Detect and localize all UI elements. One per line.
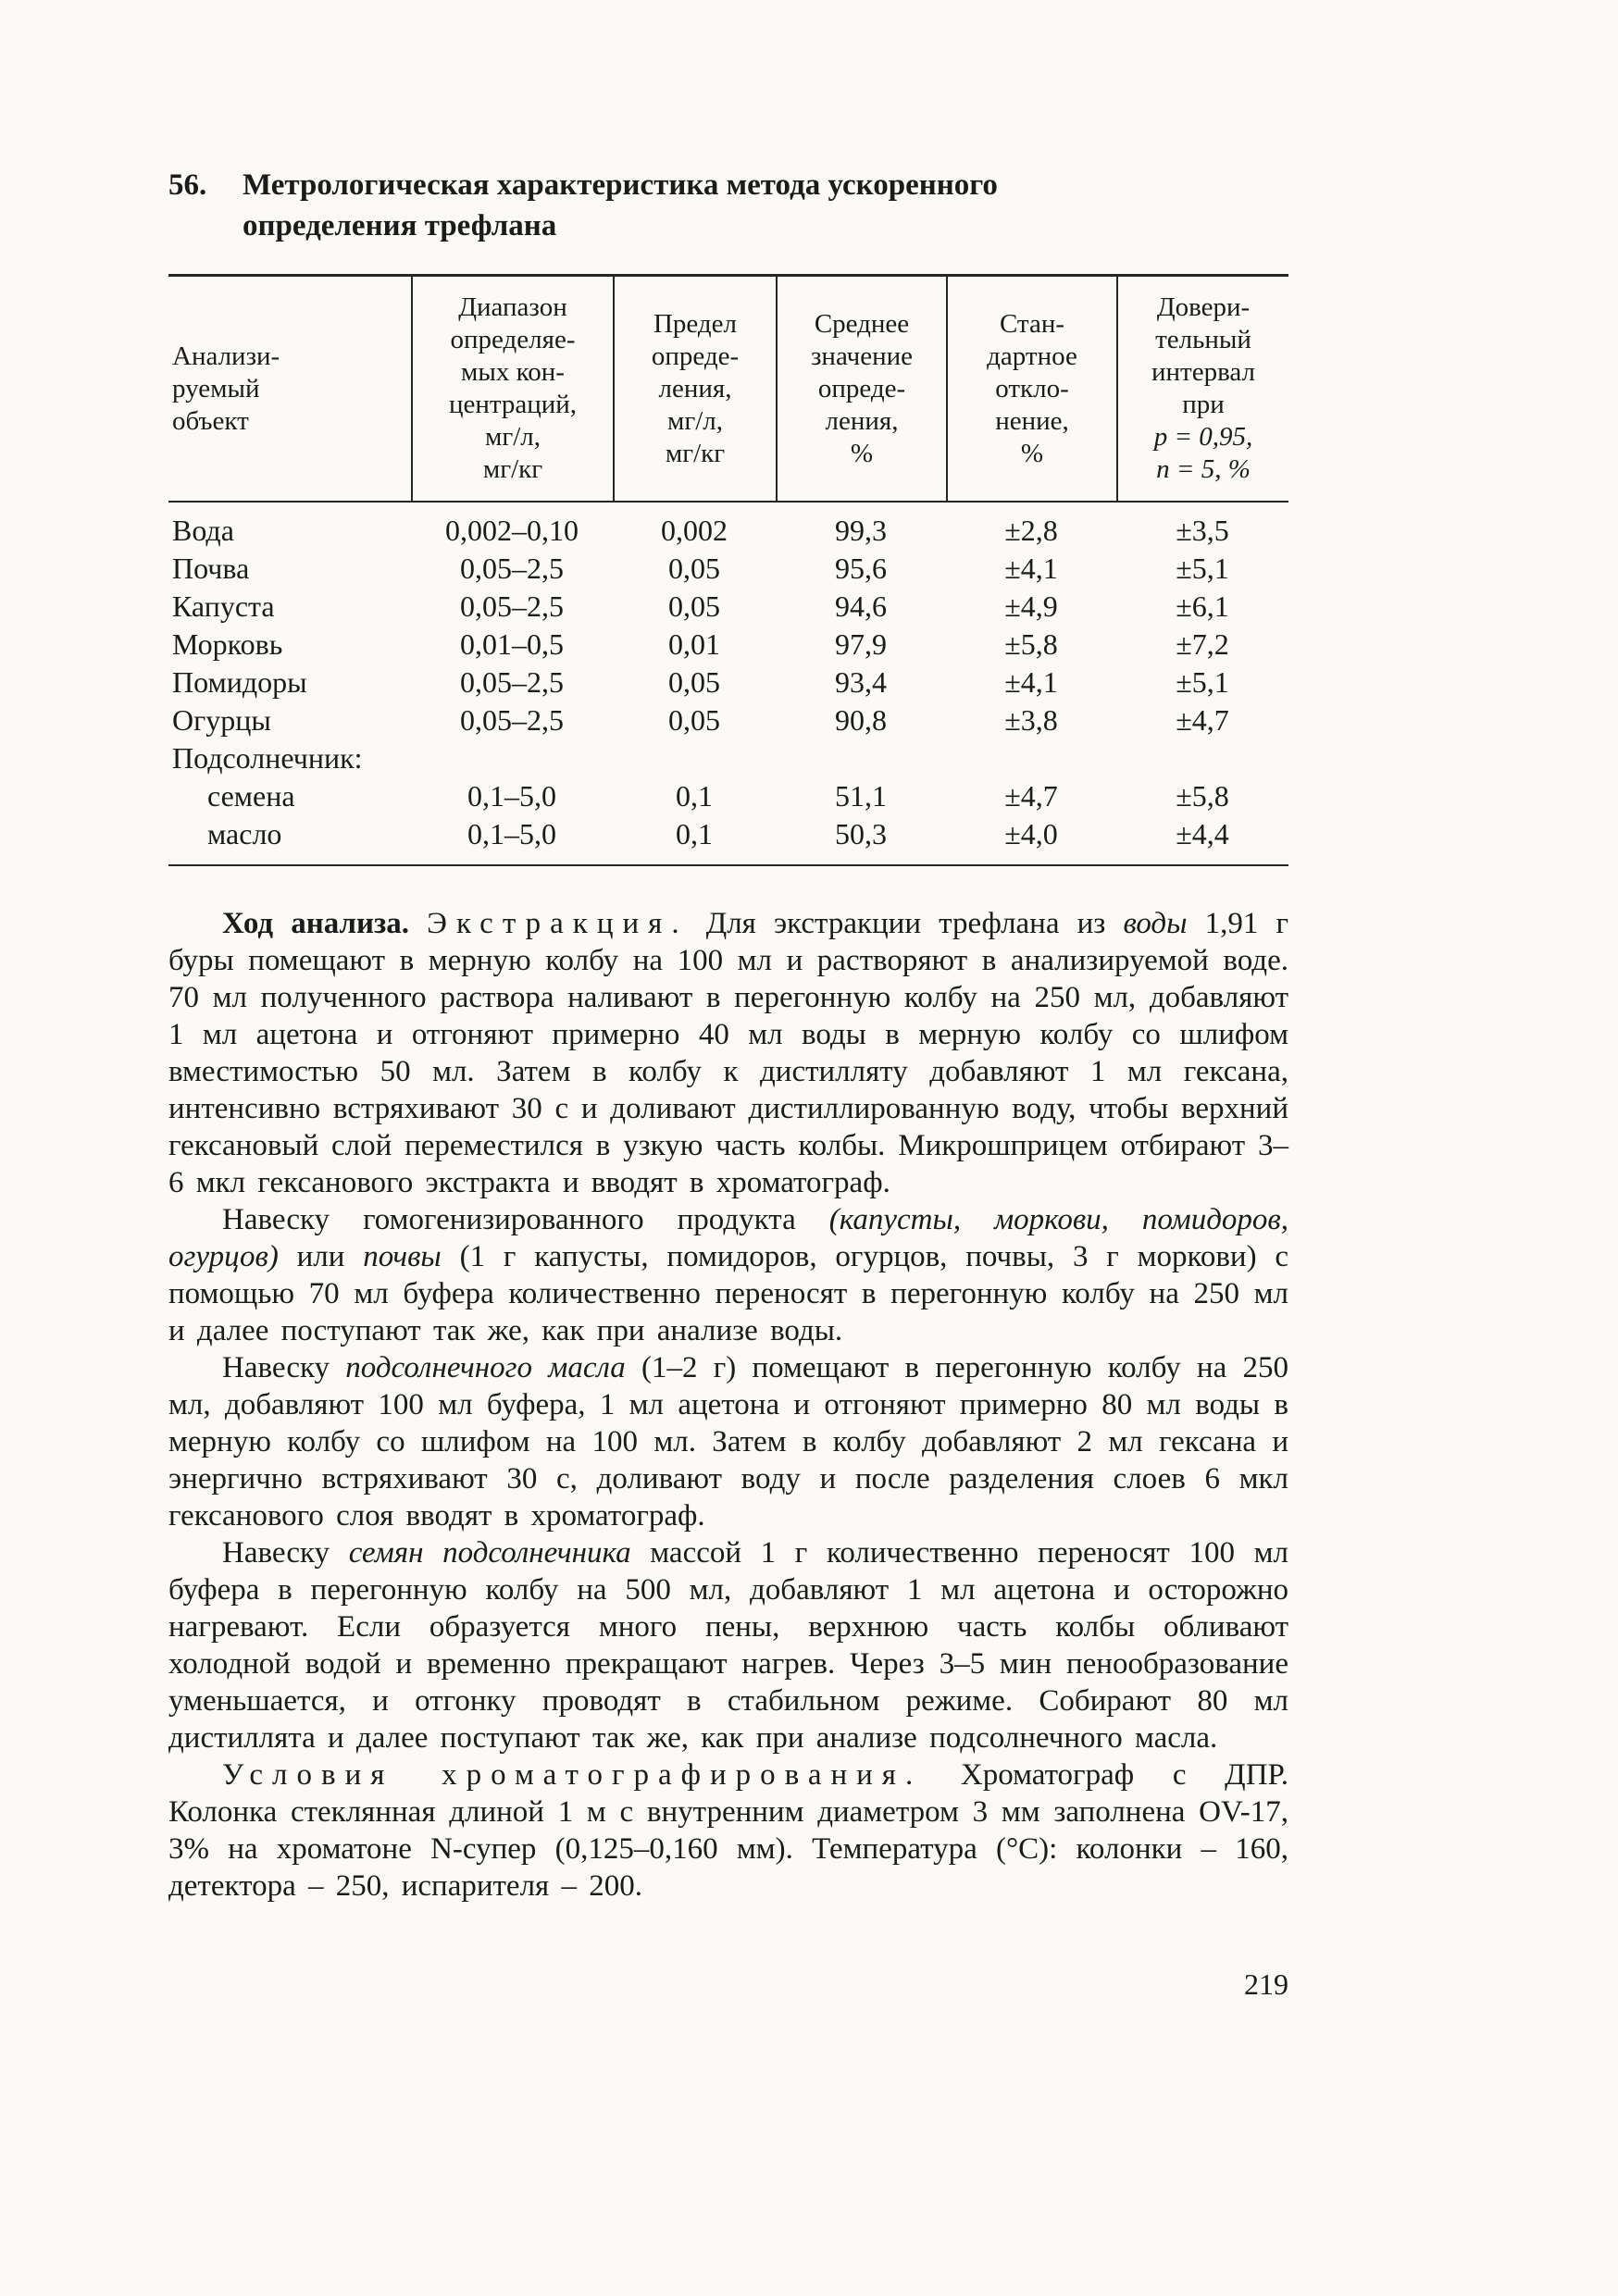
row-value: 0,05 bbox=[668, 552, 720, 585]
row-value: 0,05–2,5 bbox=[460, 703, 564, 737]
row-value: 0,05–2,5 bbox=[460, 552, 564, 585]
row-value: 0,01–0,5 bbox=[460, 627, 564, 661]
column-header-line: мг/л, bbox=[484, 422, 541, 452]
row-value: ±4,9 bbox=[1004, 590, 1058, 623]
column-header-line: дартное bbox=[987, 341, 1077, 371]
section-title bbox=[243, 165, 998, 246]
row-value: ±4,0 bbox=[1004, 817, 1058, 850]
paragraph bbox=[168, 1534, 1288, 1756]
row-value: 0,1–5,0 bbox=[467, 817, 556, 850]
column-header-line: % bbox=[1020, 438, 1044, 468]
column-header-line: опреде- bbox=[651, 341, 740, 371]
column-header-line: определяе- bbox=[450, 325, 576, 354]
column-header-line: значение bbox=[810, 341, 914, 371]
row-value: ±4,7 bbox=[1004, 779, 1058, 813]
row-value: 93,4 bbox=[835, 665, 887, 699]
row-value: 95,6 bbox=[835, 552, 887, 585]
table-row bbox=[168, 626, 1288, 664]
text-segment: воды bbox=[1123, 907, 1188, 940]
row-value: 0,002 bbox=[661, 514, 728, 547]
row-value bbox=[613, 739, 776, 777]
column-header-line: руемый bbox=[172, 373, 260, 403]
row-object: Вода bbox=[172, 514, 234, 547]
table-row bbox=[168, 550, 1288, 588]
text-segment: Навеску гомогенизированного продукта bbox=[222, 1203, 829, 1236]
text-segment: Навеску bbox=[222, 1351, 346, 1384]
section-title-line1: Метрологическая характеристика метода ускоренного bbox=[243, 168, 998, 202]
column-header-line: тельный bbox=[1155, 325, 1251, 354]
text-segment: (1 г капусты, помидоров, огурцов, почвы, 3 г моркови) с помощью 70 мл буфера количественно переносят в перегонную колбу на 250 мл и далее поступают так же, как при анализе воды. bbox=[168, 1240, 1289, 1347]
column-header-line: центраций, bbox=[448, 390, 578, 419]
column-header-line: n = 5, % bbox=[1156, 454, 1251, 484]
row-value: 99,3 bbox=[835, 514, 887, 547]
column-header bbox=[776, 277, 946, 501]
column-header-line: Стан- bbox=[999, 308, 1065, 339]
row-value bbox=[1116, 739, 1288, 777]
row-value: ±4,4 bbox=[1176, 817, 1229, 850]
row-value: 90,8 bbox=[835, 703, 887, 737]
row-value: ±4,7 bbox=[1176, 703, 1229, 737]
column-header-line: объект bbox=[172, 405, 249, 436]
table-row bbox=[168, 664, 1288, 701]
column-header-line: ления, bbox=[825, 405, 899, 436]
text-segment: 1,91 г буры помещают в мерную колбу на 100 мл и растворяют в анализируемой воде. 70 мл полученного раствора наливают в перегонную колбу на 250 мл, добавляют 1 мл ацетона и отгоняют примерно 40 мл воды в мерную колбу со шлифом вместимостью 50 мл. Затем в колбу к дистилляту добавляют 1 мл гексана, интенсивно встряхивают 30 с и доливают дистиллированную воду, чтобы верхний гексановый слой переместился в узкую часть колбы. Микрошприцем отбирают 3–6 мкл гексанового экстракта и вводят в хроматограф. bbox=[168, 907, 1288, 1199]
text-segment: Экстракция. bbox=[427, 907, 689, 940]
column-header-line: при bbox=[1182, 390, 1225, 419]
row-value: 0,05–2,5 bbox=[460, 665, 564, 699]
text-segment: почвы bbox=[363, 1240, 442, 1273]
table-row bbox=[168, 588, 1288, 626]
column-header-line: откло- bbox=[995, 373, 1069, 403]
column-header bbox=[1116, 277, 1288, 501]
row-value: ±3,8 bbox=[1004, 703, 1058, 737]
column-header-line: нение, bbox=[995, 405, 1069, 436]
column-header-line: % bbox=[850, 438, 874, 468]
row-object: масло bbox=[207, 817, 282, 850]
row-value bbox=[776, 739, 946, 777]
row-value: 0,05 bbox=[668, 590, 720, 623]
row-value: ±2,8 bbox=[1004, 514, 1058, 547]
row-value: ±6,1 bbox=[1176, 590, 1229, 623]
row-object: Почва bbox=[172, 552, 250, 585]
table-header-row bbox=[168, 277, 1288, 503]
column-header-line: Анализи- bbox=[172, 341, 280, 371]
column-header-line: Предел bbox=[653, 308, 738, 339]
row-object: семена bbox=[207, 779, 295, 813]
row-value: 0,1 bbox=[676, 817, 713, 850]
table-row bbox=[168, 701, 1288, 739]
row-value: 0,1 bbox=[676, 779, 713, 813]
text-segment: (1–2 г) помещают в перегонную колбу на 250 мл, добавляют 100 мл буфера, 1 мл ацетона и отгоняют примерно 80 мл воды в мерную колбу со шлифом на 100 мл. Затем в колбу добавляют 2 мл гексана и энергично встряхивают 30 с, доливают воду и после разделения слоев 6 мкл гексанового слоя вводят в хроматограф. bbox=[168, 1351, 1288, 1533]
column-header bbox=[168, 277, 411, 501]
section-number: 56. bbox=[168, 168, 207, 202]
text-segment: (капусты, моркови, помидоров, огурцов) bbox=[168, 1203, 1288, 1273]
column-header-line: мых кон- bbox=[461, 357, 565, 387]
row-object: Огурцы bbox=[172, 703, 271, 737]
column-header-line: мг/л, bbox=[666, 405, 724, 436]
text-segment: подсолнечного масла bbox=[345, 1351, 626, 1384]
row-object: Морковь bbox=[172, 627, 283, 661]
text-segment: Для экстракции трефлана из bbox=[688, 907, 1124, 940]
column-header-line: Среднее bbox=[814, 308, 910, 339]
row-value: ±5,1 bbox=[1176, 552, 1229, 585]
text-segment: Ход анализа. bbox=[222, 907, 428, 940]
column-header-line: интервал bbox=[1151, 357, 1255, 387]
row-value: 50,3 bbox=[835, 817, 887, 850]
text-segment: семян подсолнечника bbox=[348, 1536, 631, 1570]
column-header bbox=[411, 277, 613, 501]
row-value bbox=[411, 739, 613, 777]
text-segment: или bbox=[278, 1240, 364, 1273]
table-body bbox=[168, 503, 1288, 864]
row-value: 94,6 bbox=[835, 590, 887, 623]
row-value: ±4,1 bbox=[1004, 552, 1058, 585]
table-row bbox=[168, 815, 1288, 853]
table-row bbox=[168, 739, 1288, 777]
metrology-table bbox=[168, 274, 1288, 866]
row-value bbox=[946, 739, 1116, 777]
section-heading bbox=[168, 165, 1288, 246]
text-segment: Условия хроматографирования. bbox=[222, 1758, 923, 1792]
table-row bbox=[168, 777, 1288, 815]
column-header-line: ления, bbox=[658, 373, 732, 403]
table-row bbox=[168, 512, 1288, 550]
column-header-line: мг/кг bbox=[665, 438, 726, 468]
row-object: Помидоры bbox=[172, 665, 307, 699]
row-value: 0,05 bbox=[668, 703, 720, 737]
row-value: ±5,8 bbox=[1176, 779, 1229, 813]
column-header-line: опреде- bbox=[817, 373, 906, 403]
row-value: ±5,8 bbox=[1004, 627, 1058, 661]
page-number: 219 bbox=[1244, 1967, 1288, 2001]
row-value: 0,1–5,0 bbox=[467, 779, 556, 813]
paragraph bbox=[168, 1349, 1288, 1534]
row-object: Капуста bbox=[172, 590, 275, 623]
column-header-line: Диапазон bbox=[458, 292, 567, 322]
column-header bbox=[946, 277, 1116, 501]
body-paragraphs bbox=[168, 905, 1288, 1905]
row-value: ±3,5 bbox=[1176, 514, 1229, 547]
paragraph bbox=[168, 1201, 1288, 1349]
section-title-line2: определения трефлана bbox=[243, 209, 557, 242]
row-value: ±4,1 bbox=[1004, 665, 1058, 699]
row-value: 0,05–2,5 bbox=[460, 590, 564, 623]
row-value: ±5,1 bbox=[1176, 665, 1229, 699]
row-value: 97,9 bbox=[835, 627, 887, 661]
column-header bbox=[613, 277, 776, 501]
text-segment: Хроматограф с ДПР. Колонка стеклянная длиной 1 м с внутренним диаметром 3 мм заполнена OV-17, 3% на хроматоне N-супер (0,125–0,160 мм). Температура (°С): колонки – 160, детектора – 250, испарителя – 200. bbox=[168, 1758, 1288, 1903]
row-value: 0,01 bbox=[668, 627, 720, 661]
row-value: 51,1 bbox=[835, 779, 887, 813]
row-value: 0,05 bbox=[668, 665, 720, 699]
column-header-line: Довери- bbox=[1156, 292, 1251, 322]
column-header-line: p = 0,95, bbox=[1153, 422, 1253, 452]
page-content bbox=[168, 165, 1288, 2002]
row-value: 0,002–0,10 bbox=[445, 514, 579, 547]
paragraph bbox=[168, 1756, 1288, 1905]
text-segment: Навеску bbox=[222, 1536, 349, 1570]
row-object: Подсолнечник: bbox=[172, 741, 363, 775]
column-header-line: мг/кг bbox=[482, 454, 543, 484]
paragraph bbox=[168, 905, 1288, 1201]
text-segment: массой 1 г количественно переносят 100 мл буфера в перегонную колбу на 500 мл, добавляют 1 мл ацетона и осторожно нагревают. Если образуется много пены, верхнюю часть колбы обливают холодной водой и временно прекращают нагрев. Через 3–5 мин пенообразование уменьшается, и отгонку проводят в стабильном режиме. Собирают 80 мл дистиллята и далее поступают так же, как при анализе подсолнечного масла. bbox=[168, 1536, 1288, 1755]
row-value: ±7,2 bbox=[1176, 627, 1229, 661]
